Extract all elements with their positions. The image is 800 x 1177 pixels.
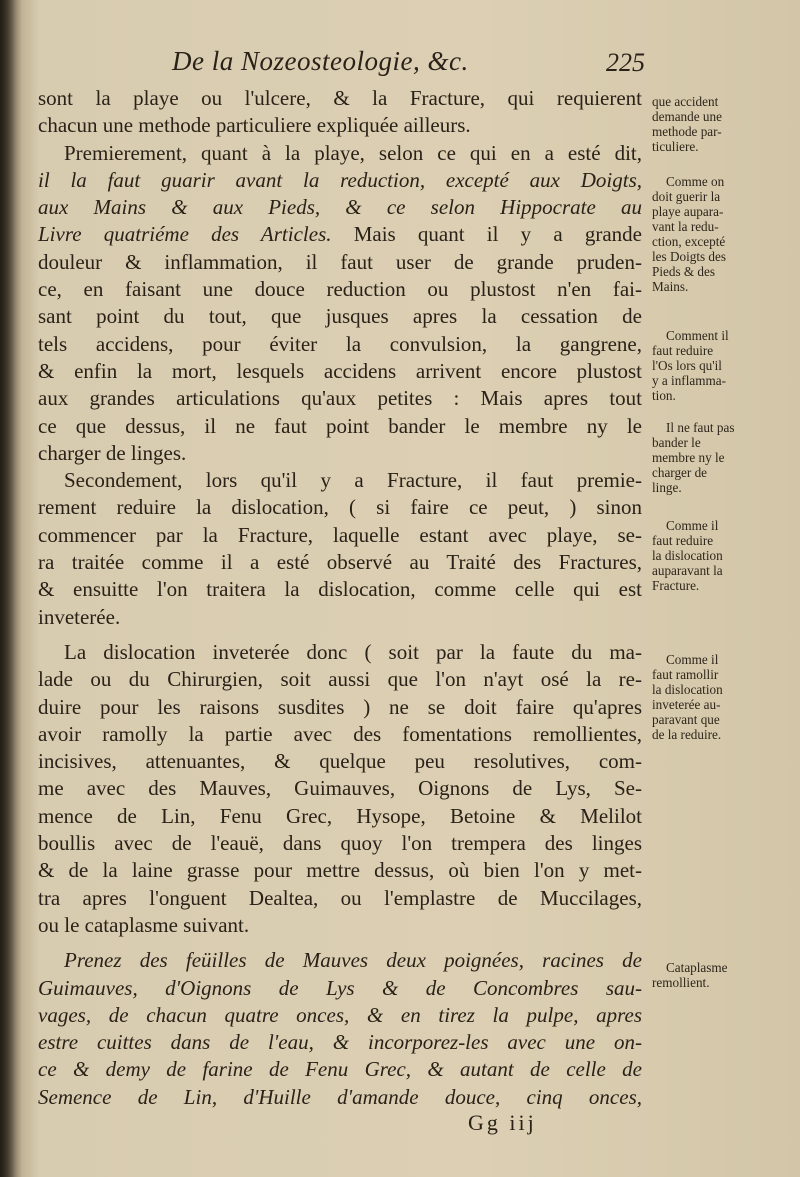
italic-text: il la faut guarir avant la reduction, excepté aux Doigts, bbox=[38, 167, 642, 192]
text-line bbox=[38, 947, 642, 974]
margin-note-line: vant la redu- bbox=[652, 219, 719, 234]
text-line: commencer par la Fracture, laquelle estant avec playe, se- bbox=[38, 522, 642, 547]
margin-note-line: faut ramollir bbox=[652, 667, 719, 682]
margin-note-4 bbox=[652, 420, 764, 495]
margin-note-line: Cataplasme bbox=[666, 960, 728, 975]
margin-note-line: de la reduire. bbox=[652, 727, 722, 742]
margin-note-line: la dislocation bbox=[652, 548, 723, 563]
text-line: ou le cataplasme suivant. bbox=[38, 912, 250, 937]
text-line: sont la playe ou l'ulcere, & la Fracture, qui requierent bbox=[38, 86, 642, 110]
margin-note-6 bbox=[652, 652, 764, 742]
margin-note-line: paravant que bbox=[652, 712, 720, 727]
paragraph-gap bbox=[38, 939, 642, 947]
text-line: sant point du tout, que jusques apres la cessation de bbox=[38, 304, 642, 329]
text-line: boullis avec de l'eauë, dans quoy l'on trempera des linges bbox=[38, 831, 642, 856]
margin-note-line: Comment il bbox=[666, 328, 729, 343]
text-line: Secondement, lors qu'il y a Fracture, il faut premie- bbox=[64, 468, 642, 493]
margin-note-line: faut reduire bbox=[652, 343, 714, 358]
margin-note-line: Mains. bbox=[652, 279, 689, 294]
page-number: 225 bbox=[606, 48, 645, 77]
text-line: tels accidens, pour éviter la convulsion, la gangrene, bbox=[38, 331, 642, 356]
text-line bbox=[38, 221, 642, 248]
italic-text: estre cuittes dans de l'eau, & incorporez-les avec une on- bbox=[38, 1030, 642, 1055]
signature-mark: Gg iij bbox=[468, 1110, 537, 1135]
text-line bbox=[38, 975, 642, 1002]
text-line bbox=[38, 1056, 642, 1083]
text-line: & de la laine grasse pour mettre dessus, où bien l'on y met- bbox=[38, 858, 642, 883]
margin-note-line: Comme on bbox=[666, 174, 725, 189]
running-title: De la Nozeosteologie, &c. bbox=[172, 46, 469, 76]
text-line: aux grandes articulations qu'aux petites : Mais apres tout bbox=[38, 386, 642, 411]
margin-note-1 bbox=[652, 94, 764, 154]
margin-note-line: Comme il bbox=[666, 652, 719, 667]
text-line: charger de linges. bbox=[38, 440, 187, 465]
margin-note-line: demande une bbox=[652, 109, 722, 124]
italic-text: Semence de Lin, d'Huille d'amande douce, cinq onces, bbox=[38, 1084, 642, 1109]
text-line: tra apres l'onguent Dealtea, ou l'emplastre de Muccilages, bbox=[38, 885, 642, 910]
margin-note-line: inveterée au- bbox=[652, 697, 721, 712]
margin-note-line: Fracture. bbox=[652, 578, 700, 593]
text-line: & ensuitte l'on traitera la dislocation, comme celle qui est bbox=[38, 577, 642, 602]
margin-note-line: doit guerir la bbox=[652, 189, 721, 204]
italic-text: Livre quatriéme des Articles. bbox=[38, 222, 332, 247]
page-header bbox=[0, 46, 800, 86]
margin-note-line: charger de bbox=[652, 465, 708, 480]
text-line: rement reduire la dislocation, ( si faire ce peut, ) sinon bbox=[38, 495, 642, 520]
margin-note-3 bbox=[652, 328, 764, 403]
paragraph-gap bbox=[38, 631, 642, 639]
margin-note-line: la dislocation bbox=[652, 682, 723, 697]
margin-note-line: faut reduire bbox=[652, 533, 714, 548]
margin-note-line: membre ny le bbox=[652, 450, 725, 465]
gutter-shadow bbox=[0, 0, 22, 1177]
text-line: incisives, attenuantes, & quelque peu resolutives, com- bbox=[38, 749, 642, 774]
margin-note-line: Pieds & des bbox=[652, 264, 716, 279]
margin-note-line: y a inflamma- bbox=[652, 373, 726, 388]
text-line: mence de Lin, Fenu Grec, Hysope, Betoine & Melilot bbox=[38, 803, 642, 828]
italic-text: aux Mains & aux Pieds, & ce selon Hippocrate au bbox=[38, 195, 642, 220]
text-line: lade ou du Chirurgien, soit aussi que l'on n'ayt osé la re- bbox=[38, 667, 642, 692]
text-line bbox=[38, 1002, 642, 1029]
italic-text: Prenez des feüilles de Mauves deux poignées, racines de bbox=[64, 948, 642, 973]
text-line bbox=[38, 1029, 642, 1056]
margin-note-line: Il ne faut pas bbox=[666, 420, 735, 435]
margin-note-line: playe aupara- bbox=[652, 204, 724, 219]
margin-note-2 bbox=[652, 174, 764, 294]
italic-text: Guimauves, d'Oignons de Lys & de Concombres sau- bbox=[38, 975, 642, 1000]
italic-text: vages, de chacun quatre onces, & en tirez la pulpe, apres bbox=[38, 1002, 642, 1027]
margin-note-line: ticuliere. bbox=[652, 139, 699, 154]
text-line: & enfin la mort, lesquels accidens arrivent encore plustost bbox=[38, 358, 642, 383]
text-line: me avec des Mauves, Guimauves, Oignons de Lys, Se- bbox=[38, 776, 642, 801]
margin-note-line: que accident bbox=[652, 94, 719, 109]
margin-note-line: bander le bbox=[652, 435, 701, 450]
margin-note-line: methode par- bbox=[652, 124, 722, 139]
margin-note-line: tion. bbox=[652, 388, 676, 403]
text-line: Premierement, quant à la playe, selon ce qui en a esté dit, bbox=[64, 140, 642, 165]
text-line: douleur & inflammation, il faut user de grande pruden- bbox=[38, 249, 642, 274]
text-line bbox=[38, 167, 642, 194]
text-line bbox=[38, 194, 642, 221]
text-line: duire pour les raisons susdites ) ne se doit faire qu'apres bbox=[38, 694, 642, 719]
roman-text: Mais quant il y a grande bbox=[331, 222, 642, 247]
margin-note-line: auparavant la bbox=[652, 563, 723, 578]
text-line: ce que dessus, il ne faut point bander le membre ny le bbox=[38, 413, 642, 438]
text-line bbox=[38, 1084, 642, 1111]
margin-note-line: Comme il bbox=[666, 518, 719, 533]
margin-note-line: ction, excepté bbox=[652, 234, 726, 249]
margin-note-line: remollient. bbox=[652, 975, 710, 990]
text-line: La dislocation inveterée donc ( soit par la faute du ma- bbox=[64, 639, 642, 664]
margin-note-5 bbox=[652, 518, 764, 593]
text-line: ce, en faisant une douce reduction ou plustost n'en fai- bbox=[38, 277, 642, 302]
italic-text: ce & demy de farine de Fenu Grec, & autant de celle de bbox=[38, 1057, 642, 1082]
margin-note-line: les Doigts des bbox=[652, 249, 726, 264]
margin-note-7 bbox=[652, 960, 764, 990]
main-text-block bbox=[38, 85, 642, 1111]
text-line: ra traitée comme il a esté observé au Traité des Fractures, bbox=[38, 550, 642, 575]
text-line: avoir ramolly la partie avec des fomentations remollientes, bbox=[38, 721, 642, 746]
text-line: chacun une methode particuliere expliquée ailleurs. bbox=[38, 113, 471, 138]
margin-note-line: l'Os lors qu'il bbox=[652, 358, 722, 373]
margin-note-line: linge. bbox=[652, 480, 682, 495]
text-line: inveterée. bbox=[38, 604, 121, 629]
